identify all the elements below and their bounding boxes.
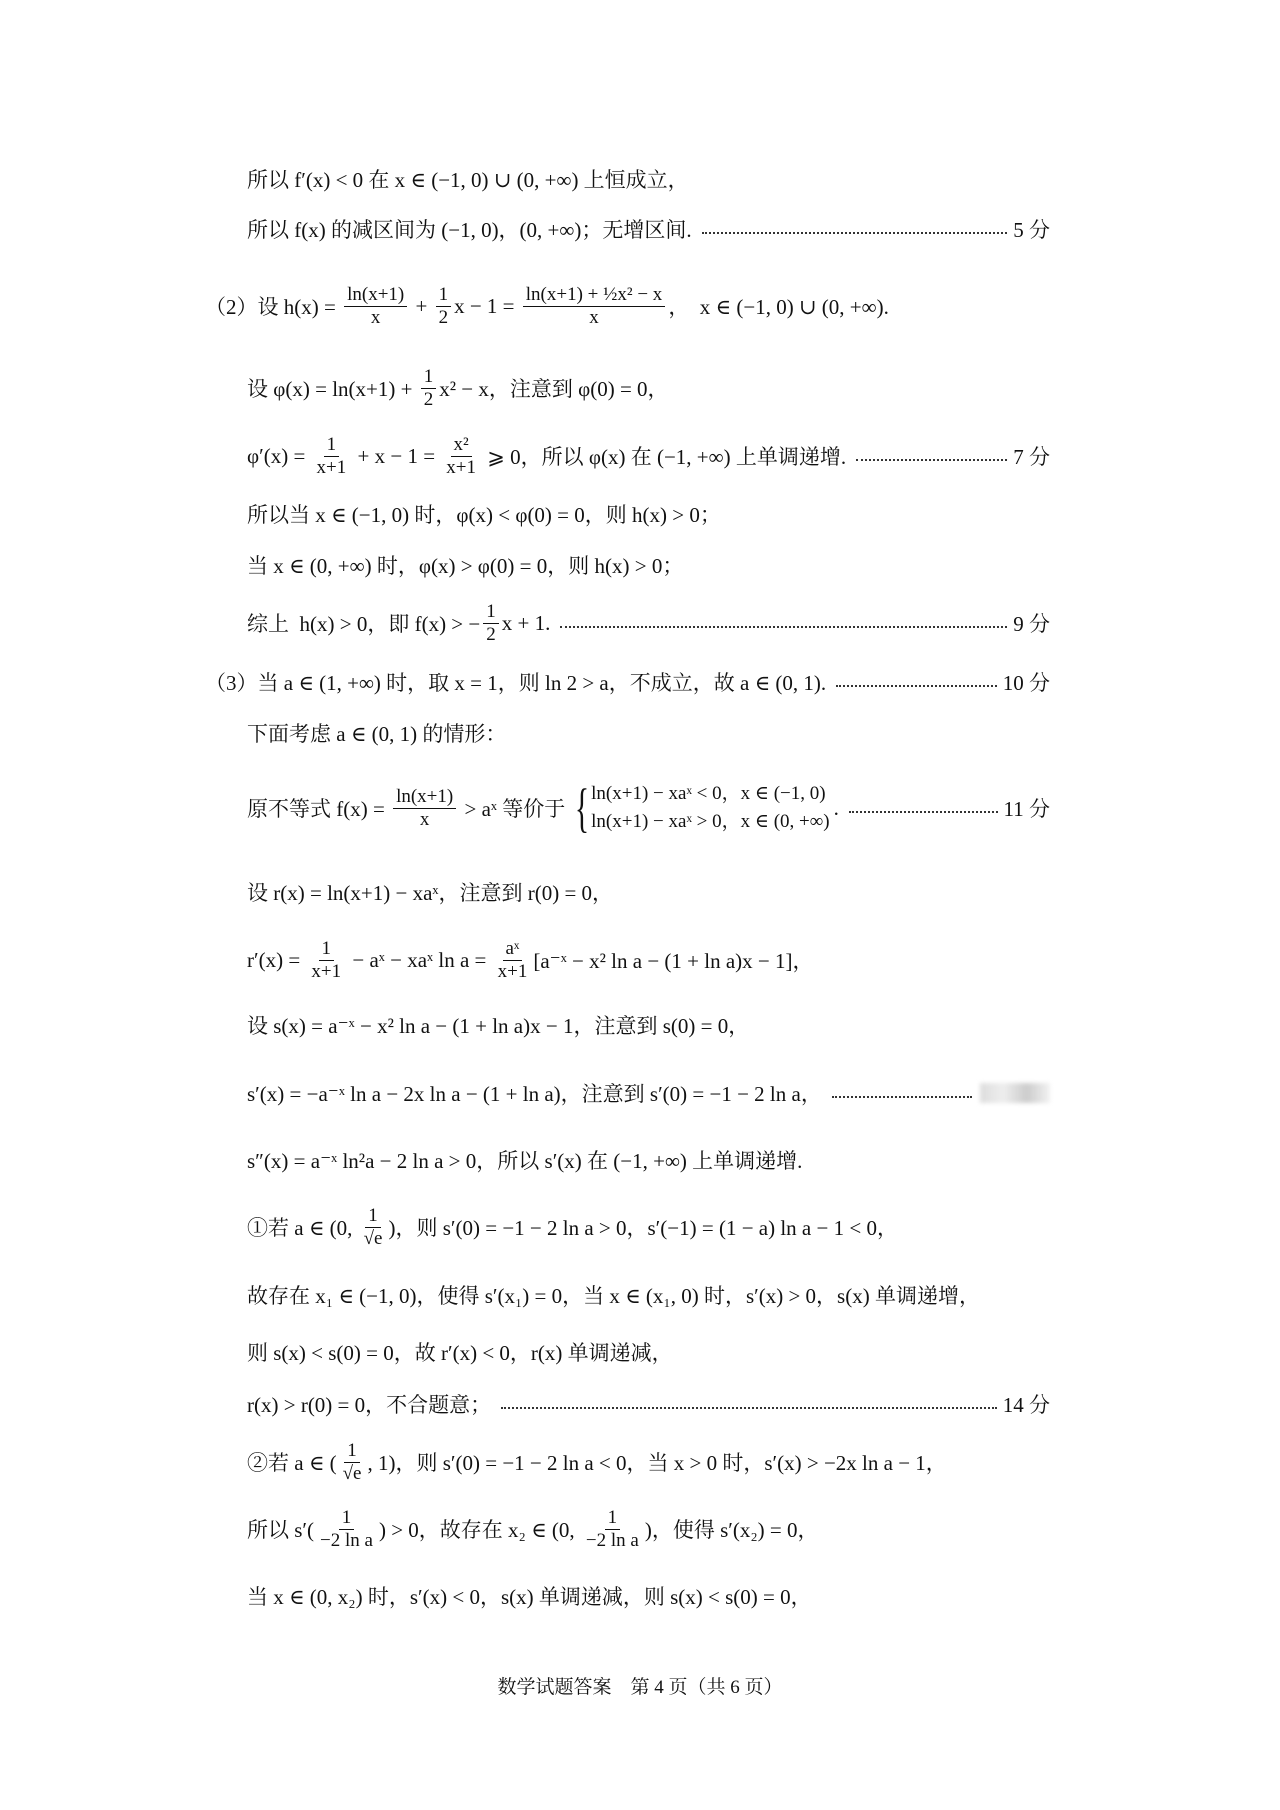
- math-text: )，使得 s′(x₂) = 0，: [644, 1518, 819, 1542]
- fraction: [436, 284, 452, 329]
- dot-leader: [702, 232, 1008, 234]
- fraction-numerator: 1: [344, 1440, 360, 1463]
- math-text: 所以 f(x) 的减区间为 (−1, 0)，(0, +∞)；无增区间.: [247, 218, 692, 242]
- math-text: x² − x，注意到 φ(0) = 0，: [439, 377, 669, 401]
- left-brace-icon: {: [575, 778, 590, 838]
- fraction: [393, 786, 456, 831]
- score-mark: 5 分: [1013, 218, 1050, 242]
- math-text: r′(x) =: [247, 947, 306, 972]
- math-text: − aˣ − xaˣ ln a =: [347, 947, 492, 972]
- solution-line: [247, 1499, 1050, 1559]
- fraction-numerator: ln(x+1): [344, 284, 407, 307]
- solution-line: [247, 1063, 1050, 1123]
- solution-line: [247, 199, 1050, 259]
- solution-line: [247, 593, 1050, 653]
- math-text: ⩾ 0，所以 φ(x) 在 (−1, +∞) 上单调递增.: [482, 445, 847, 469]
- fraction-denominator: −2 ln a: [585, 1529, 639, 1551]
- case-line: ln(x+1) − xaˣ > 0，x ∈ (0, +∞): [591, 811, 830, 832]
- math-text: φ′(x) =: [247, 443, 311, 468]
- solution-line: [247, 862, 1050, 922]
- score-mark: 11 分: [1003, 797, 1050, 821]
- solution-line: [247, 1432, 1050, 1492]
- piecewise-cases: [569, 780, 829, 837]
- solution-line: [247, 426, 1050, 486]
- math-text: .: [833, 795, 839, 820]
- fraction: [314, 434, 350, 479]
- fraction: [317, 1507, 376, 1552]
- solution-line: [247, 778, 1050, 838]
- fraction: [523, 284, 666, 329]
- fraction: [308, 938, 344, 983]
- solution-line: [205, 276, 1050, 336]
- math-text: + x − 1 =: [352, 443, 441, 468]
- fraction-denominator: 2: [486, 623, 496, 645]
- fraction-numerator: 1: [365, 1205, 381, 1228]
- fraction-denominator: x+1: [311, 960, 342, 982]
- fraction-numerator: 1: [436, 284, 452, 307]
- solution-line: [247, 358, 1050, 418]
- math-text: )，则 s′(0) = −1 − 2 ln a > 0，s′(−1) = (1 − a) ln a − 1 < 0，: [388, 1216, 898, 1240]
- solution-line: [247, 1197, 1050, 1257]
- fraction: [344, 284, 407, 329]
- fraction-denominator: x: [370, 306, 381, 328]
- math-text: r(x) > r(0) = 0，不合题意；: [247, 1393, 492, 1417]
- fraction-numerator: aˣ: [503, 938, 523, 961]
- math-text: 所以 f′(x) < 0 在 x ∈ (−1, 0) ∪ (0, +∞) 上恒成立，: [247, 168, 689, 192]
- blurred-score-mark: [980, 1083, 1050, 1103]
- fraction-denominator: −2 ln a: [320, 1529, 373, 1551]
- score-mark: 9 分: [1013, 612, 1050, 636]
- fraction: [361, 1205, 386, 1250]
- fraction-numerator: 1: [605, 1507, 621, 1530]
- page-footer: 数学试题答案 第 4 页（共 6 页）: [497, 1677, 783, 1698]
- solution-line: [247, 1566, 1050, 1626]
- fraction-denominator: x: [419, 808, 430, 830]
- math-text: s″(x) = a⁻ˣ ln²a − 2 ln a > 0，所以 s′(x) 在 (−1, +∞) 上单调递增.: [247, 1149, 803, 1173]
- fraction-numerator: 1: [324, 434, 340, 457]
- math-text: 下面考虑 a ∈ (0, 1) 的情形：: [247, 722, 507, 746]
- solution-line: [247, 535, 1050, 595]
- fraction-numerator: ln(x+1) + ½x² − x: [523, 284, 666, 307]
- math-text: 原不等式 f(x) =: [247, 797, 391, 821]
- dot-leader: [501, 1407, 997, 1409]
- dot-leader: [836, 685, 997, 687]
- math-text: > aˣ 等价于: [459, 797, 566, 821]
- score-mark: 10 分: [1002, 671, 1050, 695]
- case-line: ln(x+1) − xaˣ < 0，x ∈ (−1, 0): [591, 782, 826, 804]
- fraction: [483, 601, 499, 646]
- math-text: s′(x) = −a⁻ˣ ln a − 2x ln a − (1 + ln a)，注意到 s′(0) = −1 − 2 ln a，: [247, 1082, 822, 1106]
- math-text: ①若 a ∈ (0,: [247, 1216, 358, 1240]
- fraction-numerator: 1: [483, 601, 499, 624]
- math-text: 当 x ∈ (0, x₂) 时，s′(x) < 0，s(x) 单调递减，则 s(x) < s(0) = 0，: [247, 1585, 812, 1609]
- math-text: ) > 0，故存在 x₂ ∈ (0,: [378, 1518, 580, 1542]
- fraction-denominator: x+1: [497, 960, 528, 982]
- fraction-numerator: 1: [421, 366, 437, 389]
- math-text: , 1)，则 s′(0) = −1 − 2 ln a < 0，当 x > 0 时，s′(x) > −2x ln a − 1，: [367, 1451, 947, 1475]
- solution-line: [247, 1130, 1050, 1190]
- math-text: 所以 s′(: [247, 1518, 315, 1542]
- solution-line: [247, 1265, 1050, 1325]
- fraction-denominator: x+1: [446, 456, 477, 478]
- fraction-denominator: x+1: [316, 456, 347, 478]
- math-text: x − 1 =: [454, 293, 520, 318]
- fraction-numerator: 1: [339, 1507, 355, 1530]
- fraction: [495, 938, 531, 983]
- math-text: 当 x ∈ (0, +∞) 时，φ(x) > φ(0) = 0，则 h(x) > 0；: [247, 554, 684, 578]
- fraction-denominator: 2: [438, 306, 449, 328]
- math-text: 设 φ(x) = ln(x+1) +: [247, 377, 418, 401]
- fraction-denominator: √e: [363, 1227, 383, 1249]
- math-text: 设 r(x) = ln(x+1) − xaˣ，注意到 r(0) = 0，: [247, 881, 614, 905]
- solution-line: [247, 995, 1050, 1055]
- cases-body: [591, 780, 829, 837]
- math-text: 所以当 x ∈ (−1, 0) 时，φ(x) < φ(0) = 0，则 h(x) > 0；: [247, 503, 721, 527]
- fraction: [443, 434, 479, 479]
- fraction-numerator: x²: [451, 434, 472, 457]
- math-text: 设 s(x) = a⁻ˣ − x² ln a − (1 + ln a)x − 1，注意到 s(0) = 0，: [247, 1014, 750, 1038]
- fraction-numerator: 1: [319, 938, 335, 961]
- solution-line: [247, 1322, 1050, 1382]
- dot-leader: [560, 626, 1007, 628]
- math-text: （2）设 h(x) =: [205, 295, 342, 319]
- fraction-numerator: ln(x+1): [393, 786, 456, 809]
- math-text: ②若 a ∈ (: [247, 1451, 337, 1475]
- fraction-denominator: x: [589, 306, 599, 328]
- solution-line: [247, 1374, 1050, 1434]
- math-text: x + 1.: [501, 610, 551, 635]
- fraction-denominator: 2: [423, 388, 434, 410]
- fraction: [340, 1440, 365, 1485]
- solution-line: [247, 703, 1050, 763]
- math-text: ， x ∈ (−1, 0) ∪ (0, +∞).: [668, 295, 889, 319]
- fraction: [421, 366, 437, 411]
- math-text: 则 s(x) < s(0) = 0，故 r′(x) < 0，r(x) 单调递减，: [247, 1341, 673, 1365]
- math-text: 故存在 x₁ ∈ (−1, 0)，使得 s′(x₁) = 0，当 x ∈ (x₁, 0) 时，s′(x) > 0，s(x) 单调递增，: [247, 1284, 980, 1308]
- fraction: [583, 1507, 642, 1552]
- dot-leader: [832, 1096, 972, 1098]
- math-text: [a⁻ˣ − x² ln a − (1 + ln a)x − 1]，: [533, 949, 814, 973]
- dot-leader: [856, 459, 1007, 461]
- math-text: （3）当 a ∈ (1, +∞) 时，取 x = 1，则 ln 2 > a，不成立，故 a ∈ (0, 1).: [205, 671, 827, 695]
- dot-leader: [849, 811, 998, 813]
- solution-line: [247, 930, 1050, 990]
- fraction-denominator: √e: [342, 1462, 362, 1484]
- math-text: 综上 h(x) > 0，即 f(x) > −: [247, 612, 481, 636]
- math-text: +: [410, 293, 433, 318]
- score-mark: 7 分: [1013, 445, 1050, 469]
- score-mark: 14 分: [1002, 1393, 1050, 1417]
